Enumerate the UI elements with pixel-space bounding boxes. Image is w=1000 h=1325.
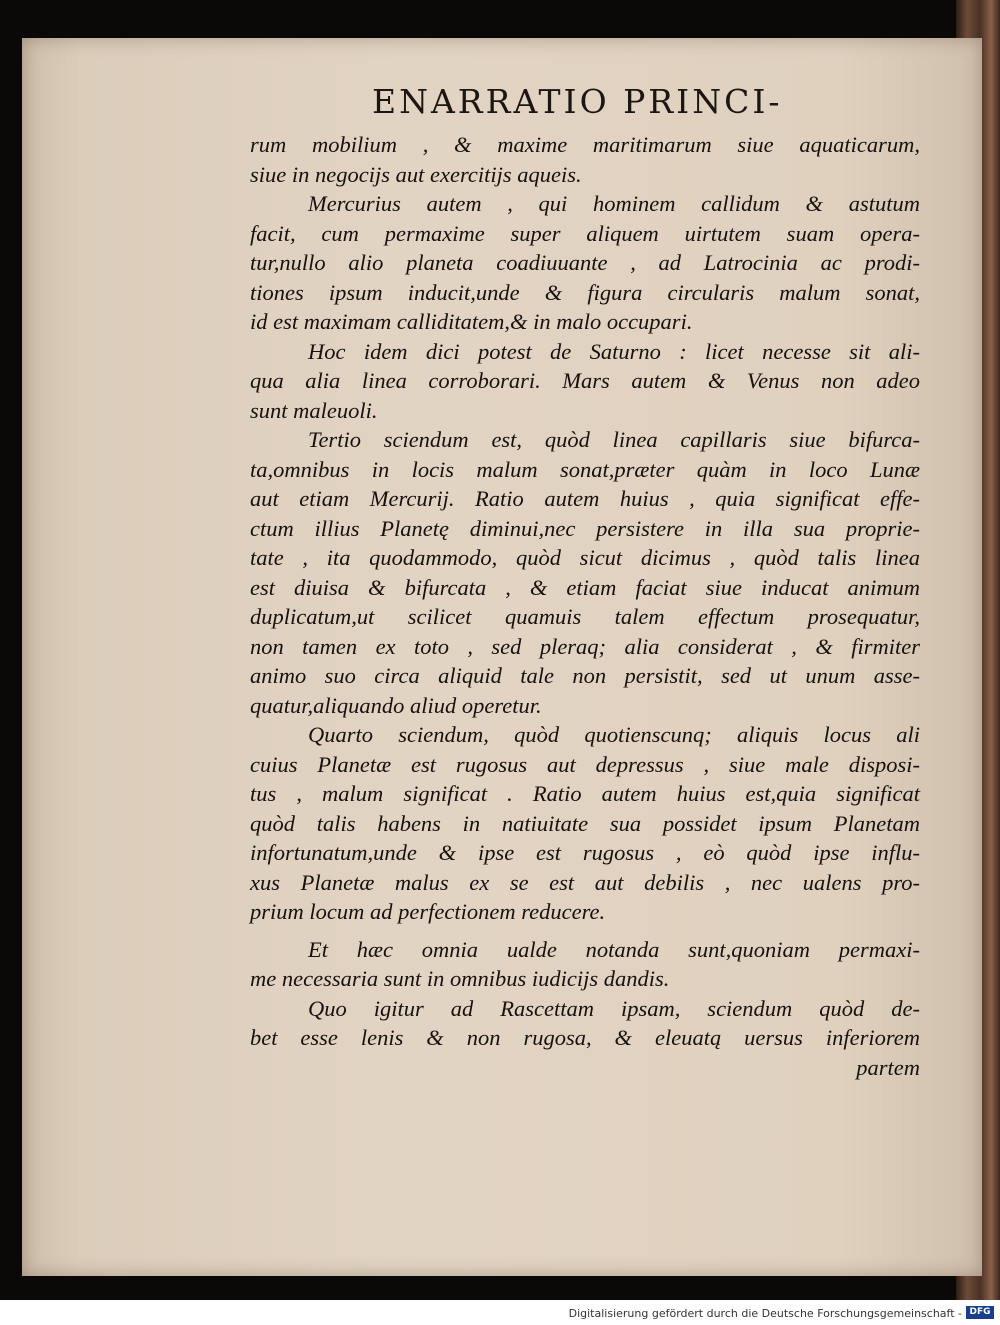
running-head: ENARRATIO PRINCI- — [372, 82, 783, 121]
text-line: cuius Planetæ est rugosus aut depressus , siue male disposi- — [250, 751, 920, 777]
text-line: xus Planetæ malus ex se est aut debilis , nec ualens pro- — [250, 869, 920, 895]
text-line: prium locum ad perfectionem reducere. — [250, 899, 606, 924]
text-line: tiones ipsum inducit,unde & figura circularis malum sonat, — [250, 279, 920, 305]
text-line: Hoc idem dici potest de Saturno : licet necesse sit ali- — [308, 338, 920, 364]
text-line: sunt maleuoli. — [250, 397, 378, 423]
text-line: quatur,aliquando aliud operetur. — [250, 692, 542, 718]
text-line: duplicatum,ut scilicet quamuis talem effectum prosequatur, — [250, 604, 920, 629]
dfg-logo-icon: DFG — [966, 1306, 994, 1319]
text-line: est diuisa & bifurcata , & etiam faciat siue inducat animum — [250, 574, 920, 600]
text-line: id est maximam calliditatem,& in malo occupari. — [250, 309, 693, 334]
body-text — [250, 130, 920, 1082]
text-line: non tamen ex toto , sed pleraq; alia considerat , & firmiter — [250, 633, 920, 659]
text-line: Mercurius autem , qui hominem callidum & astutum — [308, 191, 920, 216]
text-line: ta,omnibus in locis malum sonat,præter quàm in loco Lunæ — [250, 456, 920, 482]
text-line: Quo igitur ad Rascettam ipsam, sciendum quòd de- — [308, 995, 920, 1021]
text-line: rum mobilium , & maxime maritimarum siue aquaticarum, — [250, 132, 920, 157]
footer-credit: Digitalisierung gefördert durch die Deutsche Forschungsgemeinschaft - — [568, 1307, 962, 1320]
text-line: siue in negocijs aut exercitijs aqueis. — [250, 161, 582, 187]
paragraph-gap — [250, 927, 920, 935]
text-line: Quarto sciendum, quòd quotienscunq; aliquis locus ali — [308, 722, 920, 747]
catchword: partem — [856, 1054, 920, 1080]
digitization-footer — [0, 1300, 1000, 1325]
text-line: quòd talis habens in natiuitate sua possidet ipsum Planetam — [250, 810, 920, 836]
text-line: tate , ita quodammodo, quòd sicut dicimus , quòd talis linea — [250, 545, 920, 570]
text-line: qua alia linea corroborari. Mars autem & Venus non adeo — [250, 368, 920, 393]
text-line: Et hæc omnia ualde notanda sunt,quoniam permaxi- — [308, 936, 920, 962]
text-line: infortunatum,unde & ipse est rugosus , eò quòd ipse influ- — [250, 840, 920, 865]
text-line: animo suo circa aliquid tale non persistit, sed ut unum asse- — [250, 663, 920, 688]
text-line: facit, cum permaxime super aliquem uirtutem suam opera- — [250, 220, 920, 246]
text-line: Tertio sciendum est, quòd linea capillaris siue bifurca- — [308, 427, 920, 452]
text-line: bet esse lenis & non rugosa, & eleuatą uersus inferiorem — [250, 1025, 920, 1050]
text-line: aut etiam Mercurij. Ratio autem huius , quia significat effe- — [250, 486, 920, 511]
text-line: me necessaria sunt in omnibus iudicijs dandis. — [250, 966, 670, 991]
text-line: ctum illius Planetę diminui,nec persistere in illa sua proprie- — [250, 515, 920, 541]
text-line: tur,nullo alio planeta coadiuuante , ad Latrocinia ac prodi- — [250, 250, 920, 275]
text-line: tus , malum significat . Ratio autem huius est,quia significat — [250, 781, 920, 806]
